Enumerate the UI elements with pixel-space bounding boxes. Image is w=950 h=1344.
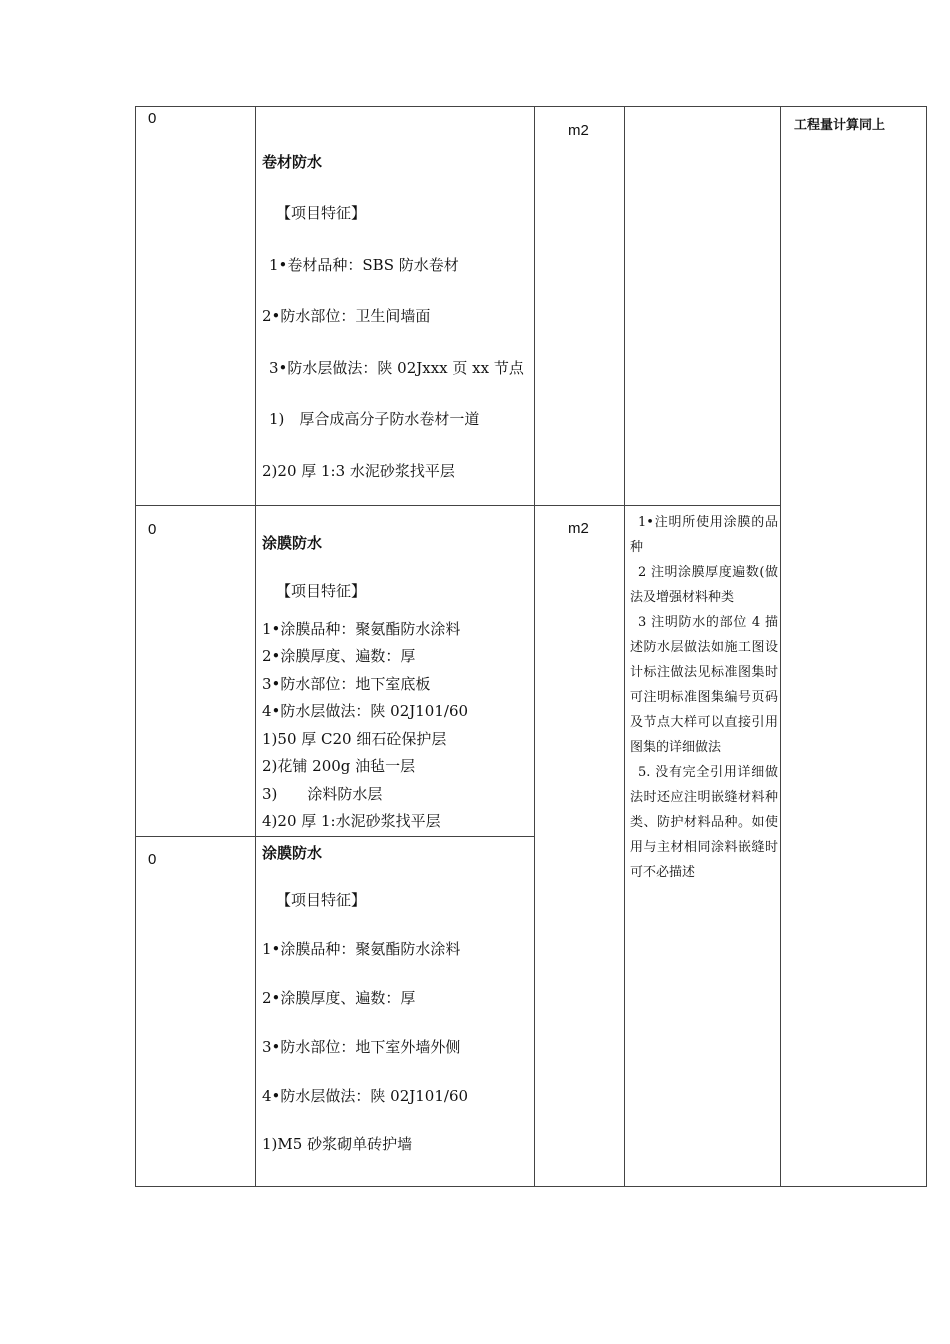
col-divider-3 bbox=[624, 106, 625, 1187]
row-3-line-4: 4•防水层做法：陕 02J101/60 bbox=[262, 1087, 469, 1105]
row-1-feature-header: 【项目特征】 bbox=[276, 204, 367, 222]
note-2: 2 注明涂膜厚度遍数(做法及增强材料种类 bbox=[630, 565, 778, 605]
row-2-line-1: 1•涂膜品种：聚氨酯防水涂料 bbox=[262, 620, 461, 638]
row-2-code: 0 bbox=[148, 521, 157, 538]
row-1-title: 卷材防水 bbox=[262, 153, 323, 171]
row-divider-1 bbox=[135, 505, 780, 506]
quantity-remark: 工程量计算同上 bbox=[794, 118, 886, 133]
note-4: 5. 没有完全引用详细做法时还应注明嵌缝材料种类、防护材料品种。如使用与主材相同涂料嵌缝时可不必描述 bbox=[630, 765, 778, 880]
col-divider-1 bbox=[255, 106, 256, 1187]
col-divider-2 bbox=[534, 106, 535, 1187]
col-divider-4 bbox=[780, 106, 781, 1187]
row-1-unit: m2 bbox=[568, 122, 589, 139]
row-1-line-3: 3•防水层做法：陕 02Jxxx 页 xx 节点 bbox=[269, 359, 524, 377]
row-3-line-3: 3•防水部位：地下室外墙外侧 bbox=[262, 1038, 461, 1056]
row-1-line-4: 1) 厚合成高分子防水卷材一道 bbox=[269, 410, 480, 428]
table-border-left bbox=[135, 106, 136, 1187]
row-2-line-5: 1)50 厚 C20 细石砼保护层 bbox=[262, 730, 447, 748]
table-border-bottom bbox=[135, 1186, 927, 1187]
row-3-line-2: 2•涂膜厚度、遍数：厚 bbox=[262, 989, 416, 1007]
note-1: 1•注明所使用涂膜的品种 bbox=[630, 515, 778, 555]
row-1-line-2: 2•防水部位：卫生间墙面 bbox=[262, 307, 431, 325]
row-3-code: 0 bbox=[148, 851, 157, 868]
row-2-line-6: 2)花铺 200g 油毡一层 bbox=[262, 757, 416, 775]
row-1-line-5: 2)20 厚 1:3 水泥砂浆找平层 bbox=[262, 462, 455, 480]
row-2-line-2: 2•涂膜厚度、遍数：厚 bbox=[262, 647, 416, 665]
note-3: 3 注明防水的部位 4 描述防水层做法如施工图设计标注做法见标准图集时可注明标准图集编号页码及节点大样可以直接引用图集的详细做法 bbox=[630, 615, 778, 755]
row-2-unit: m2 bbox=[568, 520, 589, 537]
row-2-line-4: 4•防水层做法：陕 02J101/60 bbox=[262, 702, 469, 720]
row-2-line-3: 3•防水部位：地下室底板 bbox=[262, 675, 431, 693]
row-2-title: 涂膜防水 bbox=[262, 534, 323, 552]
table-border-top bbox=[135, 106, 927, 107]
table-border-right bbox=[926, 106, 927, 1187]
row-1-line-1: 1•卷材品种：SBS 防水卷材 bbox=[269, 256, 459, 274]
row-2-line-8: 4)20 厚 1:水泥砂浆找平层 bbox=[262, 812, 441, 830]
row-3-line-1: 1•涂膜品种：聚氨酯防水涂料 bbox=[262, 940, 461, 958]
row-1-code: 0 bbox=[148, 110, 157, 127]
row-2-feature-header: 【项目特征】 bbox=[276, 582, 367, 600]
row-2-line-7: 3) 涂料防水层 bbox=[262, 785, 383, 803]
row-3-title: 涂膜防水 bbox=[262, 844, 323, 862]
description-notes bbox=[630, 510, 778, 885]
row-3-feature-header: 【项目特征】 bbox=[276, 891, 367, 909]
row-3-line-5: 1)M5 砂浆砌单砖护墙 bbox=[262, 1135, 413, 1153]
row-divider-2 bbox=[135, 836, 535, 837]
